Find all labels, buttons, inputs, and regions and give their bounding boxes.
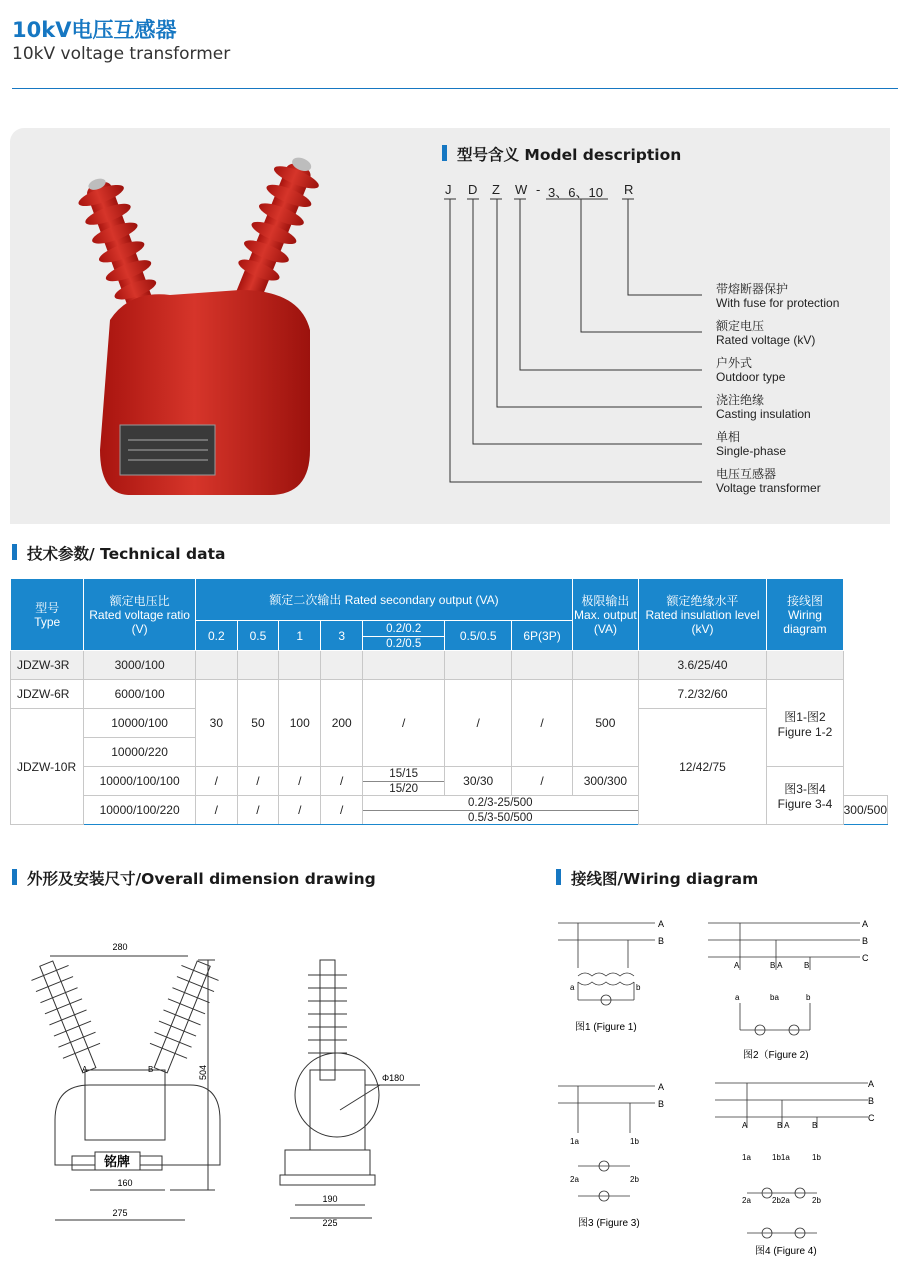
th-0505: 0.5/0.5 [445,621,512,651]
fig1-phase-b: B [658,936,665,946]
dim-275: 275 [112,1208,128,1218]
model-code [442,182,692,502]
fig3-2a: 2a [570,1175,579,1184]
fig4-2b2a: 2b2a [772,1196,790,1205]
table-row: JDZW-10R 10000/100 12/42/75 [11,709,888,738]
fig2-term-a: A [734,961,740,970]
terminal-b: B [148,1065,154,1074]
fig3-phase-a: A [658,1082,665,1092]
fig3-1b: 1b [630,1137,639,1146]
fig3-2b: 2b [630,1175,639,1184]
table-row: 10000/100/220 / / / / 0.2/3-25/500 0.5/3-50/500 300/500 [11,796,888,825]
table-row: 10000/100/100 / / / / 15/15 15/20 30/30 / 300/300 图3-图4 Figure 3-4 [11,767,888,796]
table-row: JDZW-6R 6000/100 30 50 100 200 / / / 500 7.2/32/60 图1-图2 Figure 1-2 [11,680,888,709]
desc-casting: 浇注绝缘 Casting insulation [716,393,811,421]
th-max: 极限输出 Max. output (VA) [573,579,638,651]
dim-190: 190 [322,1194,338,1204]
fig2-sec-a: a [735,993,740,1002]
th-ratio: 额定电压比 Rated voltage ratio (V) [84,579,195,651]
tech-section-title: 技术参数/ Technical data [12,542,225,564]
code-z: Z [492,182,500,197]
fig4-1b: 1b [812,1153,821,1162]
dim-225: 225 [322,1218,338,1228]
fig3-phase-b: B [658,1099,665,1109]
page-title-cn: 10kV电压互感器 [12,18,177,42]
th-05: 0.5 [237,621,278,651]
dimension-drawing [10,920,430,1240]
table-row: 10000/220 [11,738,888,767]
desc-outdoor: 户外式 Outdoor type [716,356,786,384]
code-r: R [624,182,634,197]
code-d: D [468,182,478,197]
caption-fig3: 图3 (Figure 3) [578,1218,640,1229]
th-3: 3 [321,621,363,651]
desc-vt: 电压互感器 Voltage transformer [716,467,821,495]
fig4-phase-a: A [868,1079,875,1089]
wiring-section-title: 接线图/Wiring diagram [556,867,758,889]
fig4-term-a: A [742,1121,748,1130]
fig4-phase-c: C [868,1113,875,1123]
dim-phi180: Φ180 [382,1073,405,1083]
code-w: W [515,182,528,197]
desc-fuse: 带熔断器保护 With fuse for protection [716,282,840,310]
page-title-en: 10kV voltage transformer [12,44,231,64]
model-section-title: 型号含义 Model description [442,143,681,165]
fig2-phase-c: C [862,953,869,963]
code-j: J [445,182,452,197]
code-dash: - [536,182,541,197]
fig2-term-ba: B A [770,961,783,970]
tech-table [10,578,888,825]
dim-160: 160 [117,1178,133,1188]
fig3-1a: 1a [570,1137,579,1146]
fig1-term-b: b [636,983,641,992]
fig4-phase-b: B [868,1096,875,1106]
fig2-phase-a: A [862,919,869,929]
header-divider [12,88,898,89]
caption-fig4: 图4 (Figure 4) [755,1246,817,1257]
fig1-term-a: a [570,983,575,992]
desc-voltage: 额定电压 Rated voltage (kV) [716,319,816,347]
th-02: 0.2 [195,621,237,651]
th-type: 型号 Type [11,579,84,651]
fig4-term-ba: B A [777,1121,790,1130]
model-leader-lines [442,182,702,502]
th-dual: 0.2/0.2 0.2/0.5 [362,621,444,651]
th-1: 1 [279,621,321,651]
fig2-term-b: B [804,961,810,970]
terminal-a: A [82,1065,88,1074]
caption-fig2: 图2（Figure 2) [743,1050,809,1061]
fig4-1a: 1a [742,1153,751,1162]
desc-single-phase: 单相 Single-phase [716,430,787,458]
th-wiring: 接线图 Wiring diagram [767,579,843,651]
dim-280: 280 [112,942,128,952]
fig4-2a: 2a [742,1196,751,1205]
th-6p: 6P(3P) [511,621,572,651]
fig2-sec-ba: ba [770,993,779,1002]
code-voltage: 3、6、10 [548,185,603,200]
dimension-section-title: 外形及安装尺寸/Overall dimension drawing [12,867,376,889]
th-output: 额定二次输出 Rated secondary output (VA) [195,579,572,621]
wiring-diagrams [550,908,890,1268]
fig2-phase-b: B [862,936,869,946]
fig2-sec-b: b [806,993,811,1002]
fig4-2b: 2b [812,1196,821,1205]
th-insulation: 额定绝缘水平 Rated insulation level (kV) [638,579,767,651]
nameplate-label: 铭牌 [103,1154,131,1169]
fig4-term-b: B [812,1121,818,1130]
fig4-1b1a: 1b1a [772,1153,790,1162]
dim-504: 504 [198,1064,208,1080]
fig1-phase-a: A [658,919,665,929]
product-image [70,150,340,510]
table-row: JDZW-3R 3000/100 3.6/25/40 [11,651,888,680]
caption-fig1: 图1 (Figure 1) [575,1022,637,1033]
